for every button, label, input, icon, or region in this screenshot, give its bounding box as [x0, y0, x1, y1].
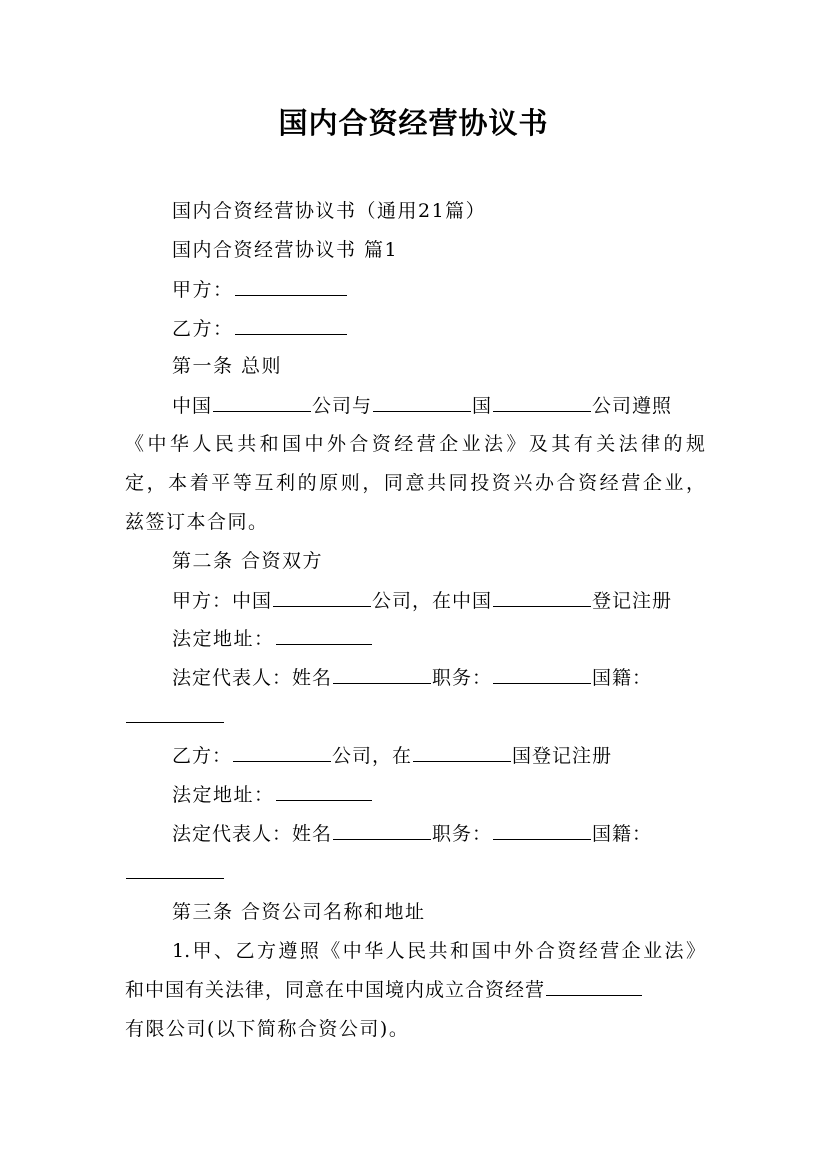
section-heading: 国内合资经营协议书 篇1: [172, 239, 399, 261]
blank: [213, 410, 311, 412]
text-segment: 国登记注册: [512, 745, 613, 767]
blank: [276, 643, 372, 645]
blank: [546, 994, 642, 996]
blank: [333, 838, 431, 840]
text-segment: 国: [472, 395, 493, 417]
text-segment: 和中国有关法律，同意在中国境内成立合资经营: [125, 979, 546, 1001]
subtitle-line: 国内合资经营协议书（通用21篇）: [172, 200, 487, 222]
text-segment: 国籍：: [592, 667, 653, 689]
article-3-line-1: 1.甲、乙方遵照《中华人民共和国中外合资经营企业法》: [172, 940, 705, 962]
party-b-line: [172, 316, 705, 342]
party-b-nationality-blank-line: [125, 860, 705, 886]
blank: [276, 799, 372, 801]
blank: [273, 605, 371, 607]
text-segment: 公司，在中国: [372, 590, 493, 612]
party-a-label: 甲方：: [172, 279, 234, 301]
party-a-representative-line: [172, 665, 705, 691]
text-segment: 甲方：中国: [172, 590, 273, 612]
party-a-blank: [235, 294, 347, 296]
party-b-representative-line: [172, 821, 705, 847]
text-segment: 公司与: [312, 395, 373, 417]
party-b-detail-line: [172, 743, 705, 769]
blank: [493, 605, 591, 607]
text-segment: 职务：: [432, 667, 493, 689]
text-segment: 乙方：: [172, 745, 233, 767]
text-segment: 法定地址：: [172, 784, 275, 806]
party-a-line: [172, 277, 705, 303]
blank: [493, 838, 591, 840]
text-segment: 登记注册: [592, 590, 673, 612]
blank: [333, 682, 431, 684]
text-segment: 法定代表人：姓名: [172, 823, 333, 845]
party-b-label: 乙方：: [172, 318, 234, 340]
party-a-detail-line: [172, 588, 705, 614]
blank: [126, 721, 224, 723]
text-segment: 法定代表人：姓名: [172, 667, 333, 689]
text-segment: 职务：: [432, 823, 493, 845]
party-a-nationality-blank-line: [125, 704, 705, 730]
article-2-heading: 第二条 合资双方: [172, 550, 324, 572]
party-a-address-line: [172, 626, 705, 652]
party-b-blank: [235, 333, 347, 335]
article-3-line-2: [125, 977, 705, 1003]
text-segment: 中国: [172, 395, 213, 417]
article-3-line-3: 有限公司(以下简称合资公司)。: [125, 1018, 410, 1040]
blank: [413, 760, 511, 762]
article-1-line-2: 《中华人民共和国中外合资经营企业法》及其有关法律的规: [125, 433, 705, 455]
article-1-line-3: 定，本着平等互利的原则，同意共同投资兴办合资经营企业，: [125, 472, 705, 494]
text-segment: 国籍：: [592, 823, 653, 845]
blank: [373, 410, 471, 412]
blank: [233, 760, 331, 762]
article-1-heading: 第一条 总则: [172, 355, 283, 377]
text-segment: 公司，在: [332, 745, 413, 767]
blank: [493, 410, 591, 412]
text-segment: 公司遵照: [592, 395, 673, 417]
article-1-line-1: [172, 393, 705, 419]
document-title: 国内合资经营协议书: [278, 106, 549, 140]
text-segment: 法定地址：: [172, 628, 275, 650]
article-3-heading: 第三条 合资公司名称和地址: [172, 901, 426, 923]
blank: [493, 682, 591, 684]
blank: [126, 877, 224, 879]
article-1-line-4: 兹签订本合同。: [125, 511, 269, 533]
party-b-address-line: [172, 782, 705, 808]
